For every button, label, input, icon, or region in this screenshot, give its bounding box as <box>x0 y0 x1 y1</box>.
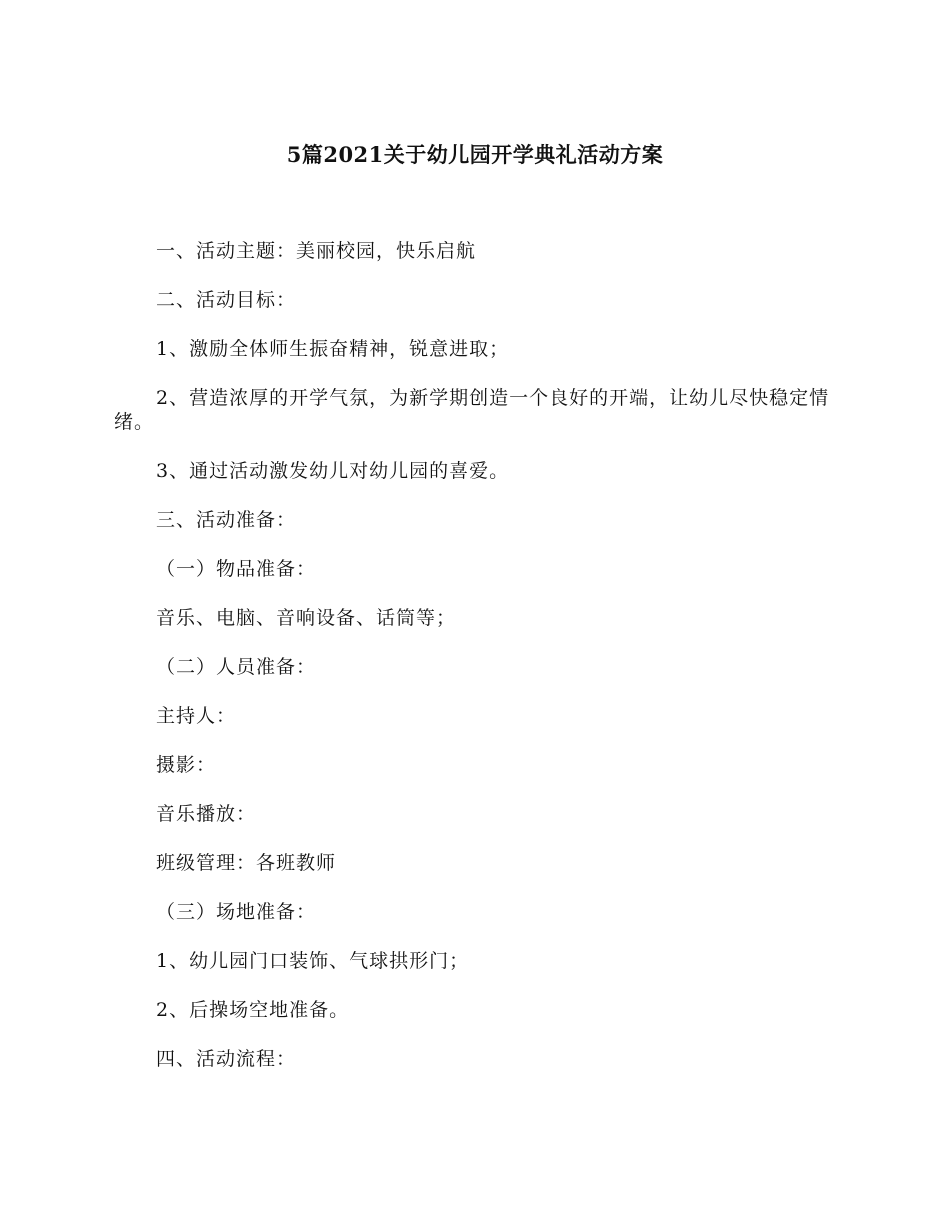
paragraph-host: 主持人： <box>156 705 237 727</box>
paragraph-music: 音乐播放： <box>156 803 257 825</box>
paragraph-venue-2: 2、后操场空地准备。 <box>156 999 350 1021</box>
document-body <box>114 239 842 1096</box>
paragraph-activity-goals-heading: 二、活动目标： <box>156 289 297 311</box>
paragraph-items-heading: （一）物品准备： <box>156 558 317 580</box>
paragraph-preparation-heading: 三、活动准备： <box>156 509 297 531</box>
paragraph-photography: 摄影： <box>156 754 217 776</box>
paragraph-activity-theme: 一、活动主题：美丽校园，快乐启航 <box>156 240 477 262</box>
paragraph-staff-heading: （二）人员准备： <box>156 656 317 678</box>
document-title: 5篇2021关于幼儿园开学典礼活动方案 <box>286 142 664 167</box>
paragraph-goal-1: 1、激励全体师生振奋精神，锐意进取； <box>156 338 510 360</box>
paragraph-venue-heading: （三）场地准备： <box>156 901 317 923</box>
paragraph-process-heading: 四、活动流程： <box>156 1048 297 1070</box>
paragraph-items-list: 音乐、电脑、音响设备、话筒等； <box>156 607 457 629</box>
paragraph-venue-1: 1、幼儿园门口装饰、气球拱形门； <box>156 950 470 972</box>
paragraph-goal-2: 2、营造浓厚的开学气氛，为新学期创造一个良好的开端，让幼儿尽快稳定情绪。 <box>114 387 830 433</box>
paragraph-class-management: 班级管理：各班教师 <box>156 852 337 874</box>
paragraph-goal-3: 3、通过活动激发幼儿对幼儿园的喜爱。 <box>156 460 510 482</box>
